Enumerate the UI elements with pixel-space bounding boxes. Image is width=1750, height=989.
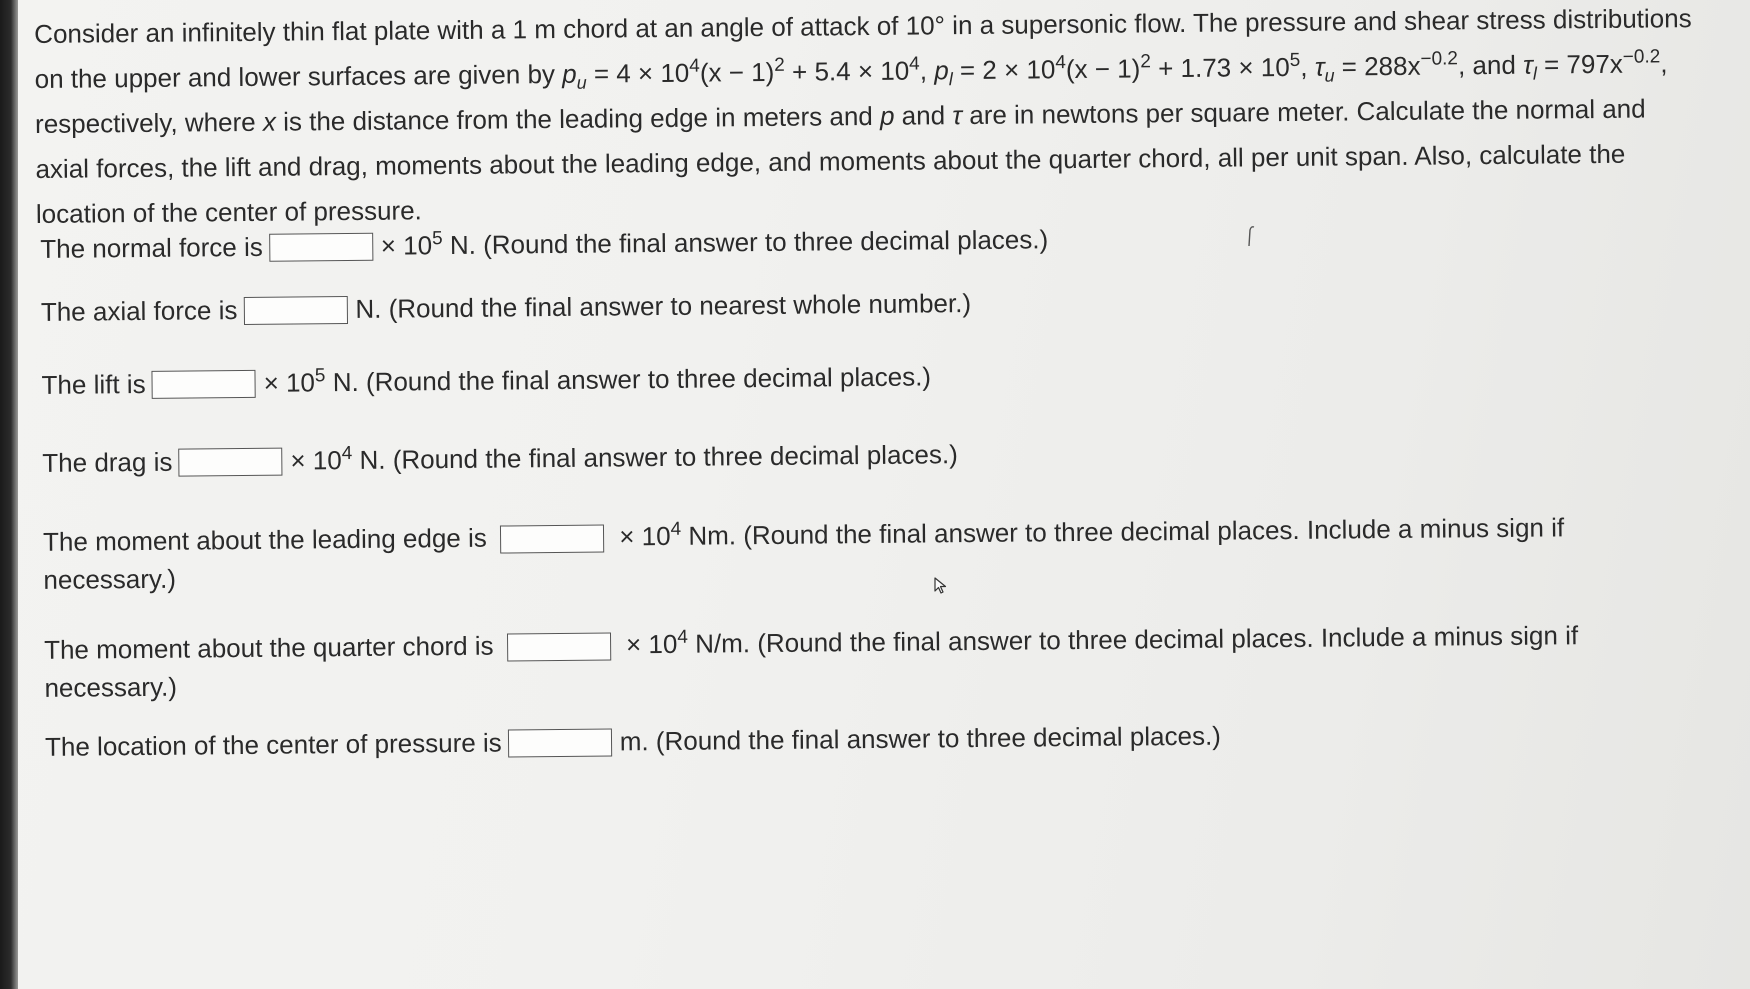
- question-center-of-pressure: [45, 721, 1221, 763]
- question-moment-quarter-chord: [44, 615, 1685, 707]
- question-page: [34, 0, 1726, 762]
- axial-force-unit: N. (Round the final answer to nearest whole number.): [355, 288, 972, 324]
- moment-le-unit: × $10^4$ Nm. (Round the final answer to three decimal places. Include a minus sign if necessary.): [43, 512, 1565, 595]
- lift-unit: × $10^5$ N. (Round the final answer to three decimal places.): [263, 361, 932, 398]
- question-axial-force: [41, 288, 971, 328]
- drag-input[interactable]: [178, 447, 282, 476]
- cp-input[interactable]: [508, 728, 612, 757]
- normal-force-unit: × $10^5$ N. (Round the final answer to three decimal places.): [380, 224, 1049, 261]
- lift-label: The lift is: [41, 368, 146, 400]
- screen-bezel: [0, 0, 18, 989]
- moment-qc-unit: × $10^4$ N/m. (Round the final answer to three decimal places. Include a minus sign if necessary.): [44, 620, 1579, 703]
- normal-force-input[interactable]: [269, 232, 373, 261]
- lift-input[interactable]: [151, 369, 255, 398]
- normal-force-label: The normal force is: [40, 231, 263, 264]
- cp-label: The location of the center of pressure is: [44, 727, 502, 762]
- stray-mark-icon: [1246, 224, 1256, 248]
- drag-label: The drag is: [42, 446, 173, 478]
- problem-statement: Consider an infinitely thin flat plate with a 1 m chord at an angle of attack of 10° in a supersonic flow. The pressure and shear stress distributions on the upper and lower surfaces are given by $p_u = 4 \times 10^4(x - 1)^2 + 5.4 \times 10^4$, $p_l = 2 \times 10^4(x - 1)^2 + 1.73 \times 10^5$, $\tau_u = 288x^{-0.2}$, and $\tau_l = 797x^{-0.2}$, respectively, where x is the distance from the leading edge in meters and p and τ are in newtons per square meter. Calculate the normal and axial forces, the lift and drag, moments about the leading edge, and moments about the quarter chord, all per unit span. Also, calculate the location of the center of pressure.: [34, 3, 1692, 229]
- moment-qc-label: The moment about the quarter chord is: [43, 630, 494, 665]
- cp-unit: m. (Round the final answer to three decimal places.): [619, 720, 1222, 757]
- axial-force-input[interactable]: [243, 296, 347, 325]
- question-moment-leading-edge: [43, 507, 1684, 599]
- question-lift: [41, 361, 931, 401]
- moment-le-input[interactable]: [500, 525, 604, 554]
- moment-le-label: The moment about the leading edge is: [42, 522, 487, 557]
- moment-qc-input[interactable]: [507, 633, 611, 662]
- drag-unit: × $10^4$ N. (Round the final answer to three decimal places.): [290, 439, 958, 476]
- axial-force-label: The axial force is: [40, 295, 238, 327]
- mouse-pointer-icon: [934, 577, 948, 595]
- question-drag: [42, 439, 958, 479]
